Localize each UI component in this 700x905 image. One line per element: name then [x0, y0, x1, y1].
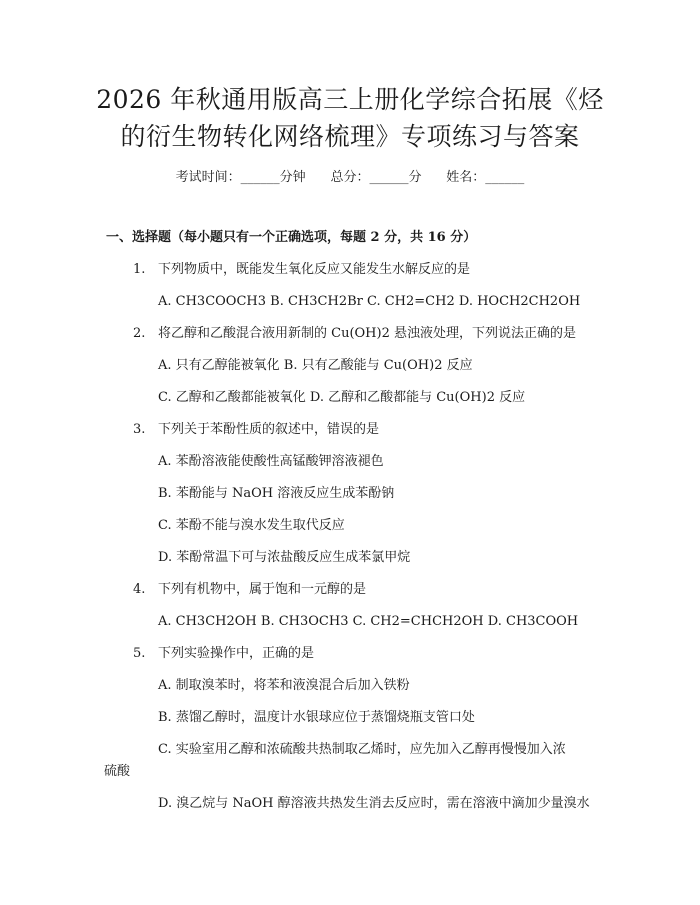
- question-number: 1.: [133, 262, 146, 277]
- document-title-line-1: 2026 年秋通用版高三上册化学综合拓展《烃: [96, 85, 604, 114]
- question-option-c: C. 实验室用乙醇和浓硫酸共热制取乙烯时，应先加入乙醇再慢慢加入浓: [158, 742, 566, 757]
- question-option-b: B. 苯酚能与 NaOH 溶液反应生成苯酚钠: [158, 486, 395, 501]
- question-text: 下列物质中，既能发生氧化反应又能发生水解反应的是: [158, 262, 471, 277]
- question-text: 下列关于苯酚性质的叙述中，错误的是: [158, 422, 380, 437]
- exam-time-field: 考试时间：______分钟: [175, 170, 306, 185]
- question-number: 5.: [133, 646, 146, 661]
- question-option-a: A. 苯酚溶液能使酸性高锰酸钾溶液褪色: [158, 454, 384, 469]
- section-heading-multiple-choice: 一、选择题（每小题只有一个正确选项，每题 2 分，共 16 分）: [106, 230, 477, 245]
- question-option-d: D. 苯酚常温下可与浓盐酸反应生成苯氯甲烷: [158, 550, 411, 565]
- question-options: A. CH3COOCH3 B. CH3CH2Br C. CH2=CH2 D. HOCH2CH2OH: [158, 294, 581, 309]
- question-options: C. 乙醇和乙酸都能被氧化 D. 乙醇和乙酸都能与 Cu(OH)2 反应: [158, 390, 526, 405]
- total-score-field: 总分：______分: [330, 170, 422, 185]
- question-option-d: D. 溴乙烷与 NaOH 醇溶液共热发生消去反应时，需在溶液中滴加少量溴水: [158, 796, 590, 811]
- question-text: 下列实验操作中，正确的是: [158, 646, 315, 661]
- question-option-b: B. 蒸馏乙醇时，温度计水银球应位于蒸馏烧瓶支管口处: [158, 710, 475, 725]
- question-options: A. 只有乙醇能被氧化 B. 只有乙酸能与 Cu(OH)2 反应: [158, 358, 473, 373]
- question-option-c-continued: 硫酸: [104, 764, 131, 779]
- exam-meta: [0, 168, 700, 188]
- question-number: 3.: [133, 422, 146, 437]
- question-number: 4.: [133, 582, 146, 597]
- document-title-line-2: 的衍生物转化网络梳理》专项练习与答案: [120, 122, 580, 151]
- question-number: 2.: [133, 326, 146, 341]
- question-option-c: C. 苯酚不能与溴水发生取代反应: [158, 518, 345, 533]
- question-option-a: A. 制取溴苯时，将苯和液溴混合后加入铁粉: [158, 678, 410, 693]
- question-options: A. CH3CH2OH B. CH3OCH3 C. CH2=CHCH2OH D. CH3COOH: [158, 614, 579, 629]
- question-text: 下列有机物中，属于饱和一元醇的是: [158, 582, 367, 597]
- student-name-field: 姓名：______: [446, 170, 525, 185]
- question-text: 将乙醇和乙酸混合液用新制的 Cu(OH)2 悬浊液处理，下列说法正确的是: [158, 326, 576, 341]
